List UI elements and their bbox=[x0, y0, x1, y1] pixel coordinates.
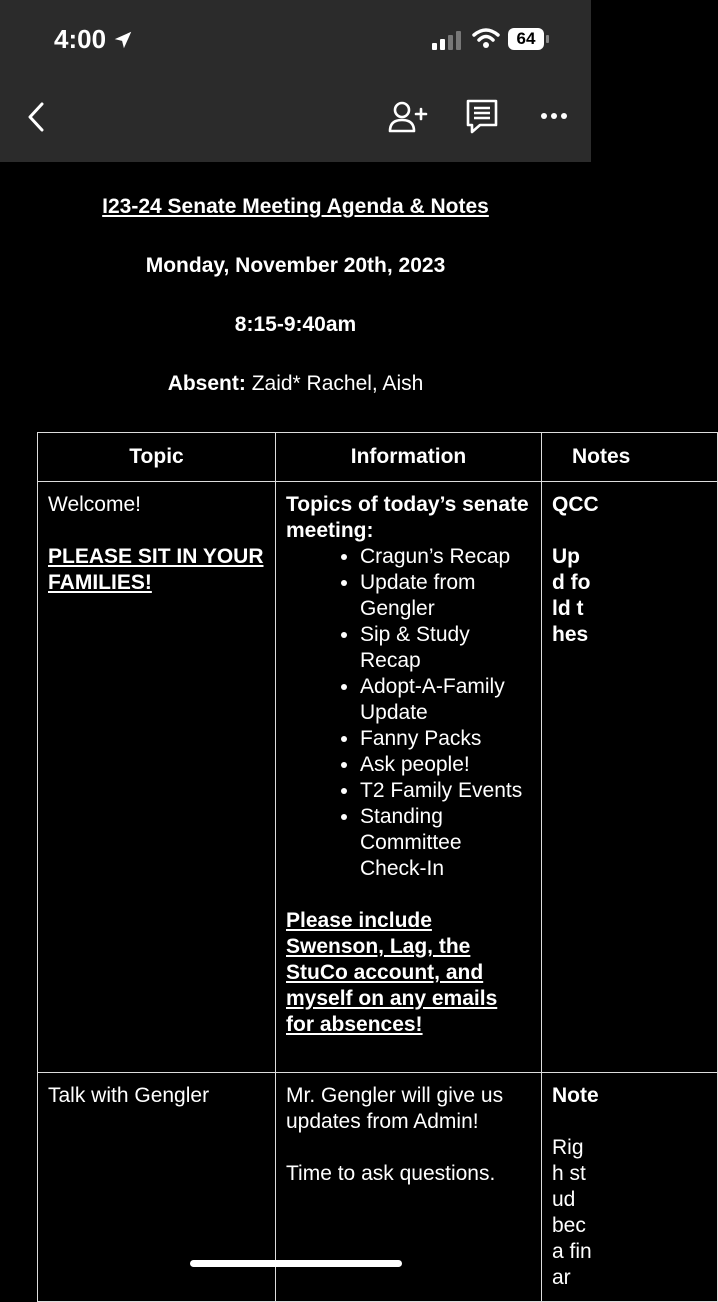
header-information: Information bbox=[276, 433, 542, 482]
comment-icon[interactable] bbox=[466, 99, 498, 135]
row2-topic-cell bbox=[38, 1073, 276, 1302]
table-header-row bbox=[38, 433, 718, 482]
list-item: • Cragun’s Recap bbox=[360, 544, 531, 570]
battery-icon bbox=[508, 28, 544, 50]
add-person-icon[interactable] bbox=[388, 100, 428, 134]
row2-info-line2: Time to ask questions. bbox=[286, 1162, 496, 1185]
row1-topic: Welcome! bbox=[48, 493, 141, 516]
row1-topic-emphasis: PLEASE SIT IN YOUR FAMILIES! bbox=[48, 545, 264, 594]
wifi-icon bbox=[472, 27, 500, 49]
location-arrow-icon bbox=[112, 29, 134, 51]
doc-toolbar bbox=[0, 80, 591, 162]
row2-notes-line2: Righ stud beca finar bbox=[552, 1136, 592, 1289]
status-time bbox=[54, 24, 134, 55]
row1-info-cell bbox=[276, 482, 542, 1073]
row1-topic-cell bbox=[38, 482, 276, 1073]
list-item: • Sip & Study Recap bbox=[360, 622, 531, 674]
row1-info-note: Please include Swenson, Lag, the StuCo account, and myself on any emails for absences! bbox=[286, 909, 498, 1036]
battery-level: 64 bbox=[516, 29, 536, 48]
list-item: • Adopt-A-Family Update bbox=[360, 674, 531, 726]
row2-notes-cell bbox=[542, 1073, 718, 1302]
table-row bbox=[38, 482, 718, 1073]
list-item: • Ask people! bbox=[360, 752, 531, 778]
list-item: • T2 Family Events bbox=[360, 778, 531, 804]
meeting-date: Monday, November 20th, 2023 bbox=[145, 254, 446, 277]
row2-notes-line1: Note bbox=[552, 1084, 599, 1107]
list-item: • Fanny Packs bbox=[360, 726, 531, 752]
document-body[interactable] bbox=[0, 162, 631, 1289]
row1-topic-list bbox=[286, 544, 531, 882]
list-item: • Standing Committee Check-In bbox=[360, 804, 531, 882]
absent-names: Zaid* Rachel, Aish bbox=[245, 372, 424, 395]
status-time-text: 4:00 bbox=[54, 24, 107, 54]
row2-info-cell bbox=[276, 1073, 542, 1302]
home-indicator[interactable] bbox=[190, 1260, 402, 1267]
list-item: • Update from Gengler bbox=[360, 570, 531, 622]
header-topic: Topic bbox=[38, 433, 276, 482]
row1-notes-cell bbox=[542, 482, 718, 1073]
row1-notes-line2: Upd fold thes bbox=[552, 545, 591, 646]
signal-icon bbox=[432, 30, 462, 50]
absent-line bbox=[0, 372, 591, 396]
row1-info-heading: Topics of today’s senate meeting: bbox=[286, 493, 529, 542]
meeting-time: 8:15-9:40am bbox=[234, 313, 357, 336]
back-chevron-icon[interactable] bbox=[22, 100, 52, 134]
row1-notes-line1: QCC bbox=[552, 493, 599, 516]
battery-cap bbox=[546, 35, 549, 43]
table-row bbox=[38, 1073, 718, 1302]
doc-title: I23-24 Senate Meeting Agenda & Notes bbox=[102, 195, 489, 218]
more-icon[interactable] bbox=[540, 111, 570, 121]
row2-info-line1: Mr. Gengler will give us updates from Admin! bbox=[286, 1084, 504, 1133]
absent-label: Absent: bbox=[167, 372, 246, 395]
agenda-table bbox=[37, 432, 718, 1302]
status-bar bbox=[0, 0, 591, 80]
header-notes: Notes bbox=[542, 433, 718, 482]
row2-topic: Talk with Gengler bbox=[48, 1084, 210, 1107]
